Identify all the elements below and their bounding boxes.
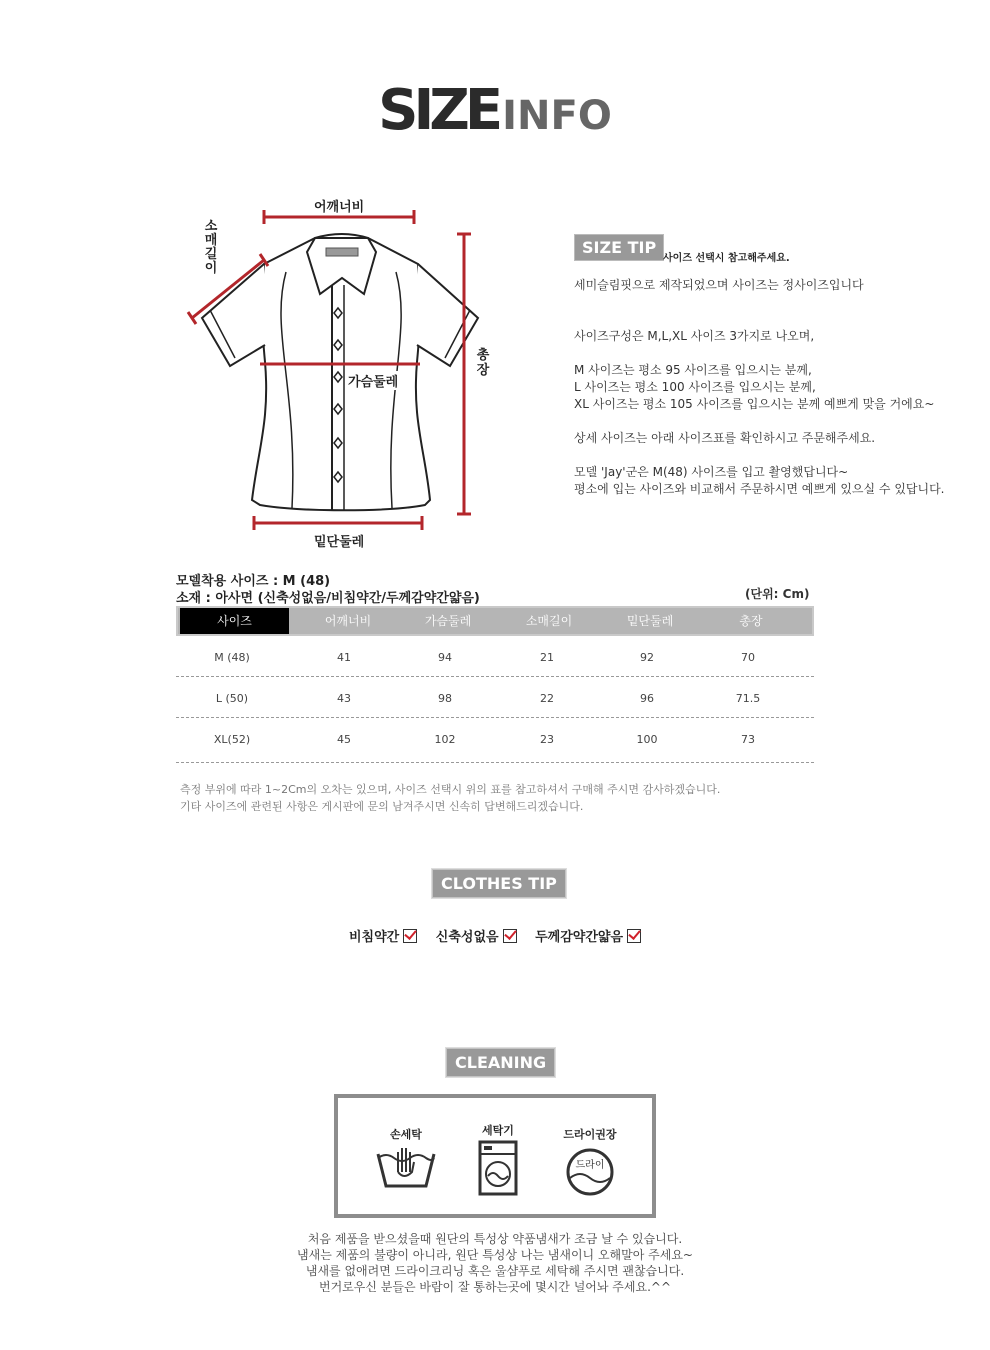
attr-thickness: 두께감약간얇음 (535, 926, 641, 945)
size-cell: XL(52) (213, 733, 251, 746)
value-cell: 94 (438, 651, 452, 664)
header-cell: 소매길이 (525, 614, 573, 628)
attr-see-through: 비침약간 (349, 926, 417, 945)
value-cell: 71.5 (735, 692, 761, 705)
table-header (176, 606, 814, 636)
header-cell: 사이즈 (180, 608, 289, 634)
value-cell: 70 (741, 651, 755, 664)
clothes-tip-badge: CLOTHES TIP (432, 869, 566, 898)
size-tip-hint: 사이즈 선택시 참고해주세요. (663, 253, 790, 264)
shirt-illustration (180, 190, 510, 560)
title-info: INFO (502, 93, 612, 139)
washing-machine-icon (466, 1138, 530, 1200)
size-note-2: 기타 사이즈에 관련된 사항은 게시판에 문의 남겨주시면 신속히 답변해드리겠습니다. (180, 800, 584, 813)
size-cell: L (50) (215, 692, 249, 705)
header-cell: 총장 (739, 614, 763, 628)
chest-label: 가슴둘레 (348, 371, 398, 390)
sleeve-label: 소 매 길 이 (204, 219, 218, 276)
cleaning-note-4: 번거로우신 분들은 바람이 잘 통하는곳에 몇시간 널어놔 주세요.^^ (318, 1280, 672, 1294)
size-tip-line-7: 모델 'Jay'군은 M(48) 사이즈를 입고 촬영했답니다~ (574, 465, 849, 479)
table-row (176, 718, 814, 763)
size-note-1: 측정 부위에 따라 1~2Cm의 오차는 있으며, 사이즈 선택시 위의 표를 참고하셔서 구매해 주시면 감사하겠습니다. (180, 783, 721, 796)
size-tip-line-3: M 사이즈는 평소 95 사이즈를 입으시는 분께, (574, 363, 812, 377)
hand-wash (374, 1126, 438, 1197)
value-cell: 102 (434, 733, 456, 746)
hem-label: 밑단둘레 (314, 535, 365, 550)
header-cell: 밑단둘레 (626, 614, 674, 628)
size-tip-line-2: 사이즈구성은 M,L,XL 사이즈 3가지로 나오며, (574, 329, 815, 343)
title-size: SIZE (378, 78, 499, 143)
header-cell: 가슴둘레 (424, 614, 472, 628)
value-cell: 92 (640, 651, 654, 664)
value-cell: 45 (337, 733, 351, 746)
value-cell: 23 (540, 733, 554, 746)
check-icon (403, 929, 417, 943)
page-title (0, 78, 990, 143)
size-tip-line-6: 상세 사이즈는 아래 사이즈표를 확인하시고 주문해주세요. (574, 431, 876, 445)
value-cell: 100 (636, 733, 658, 746)
shirt-diagram (180, 190, 510, 560)
clothes-attributes (0, 926, 990, 945)
check-icon (503, 929, 517, 943)
table-row (176, 677, 814, 718)
size-cell: M (48) (214, 651, 250, 664)
dry-clean-icon (552, 1142, 628, 1198)
hand-wash-label: 손세탁 (390, 1128, 422, 1141)
value-cell: 41 (337, 651, 351, 664)
table-row (176, 636, 814, 677)
unit: (단위: Cm) (745, 587, 810, 601)
value-cell: 43 (337, 692, 351, 705)
machine-wash (466, 1122, 530, 1203)
size-tip-badge: SIZE TIP (574, 234, 664, 261)
header-cell: 어깨너비 (324, 614, 372, 628)
cleaning-badge: CLEANING (446, 1048, 555, 1077)
hand-wash-icon (374, 1142, 438, 1194)
shoulder-label: 어깨너비 (314, 200, 365, 215)
size-tip-line-4: L 사이즈는 평소 100 사이즈를 입으시는 분께, (574, 380, 816, 394)
value-cell: 22 (540, 692, 554, 705)
cleaning-note-2: 냄새는 제품의 불량이 아니라, 원단 특성상 나는 냄새이니 오해말아 주세요~ (297, 1248, 693, 1262)
model-size: 모델착용 사이즈 : M (48) (176, 574, 331, 589)
length-label: 총 장 (476, 348, 490, 378)
size-tip-line-1: 세미슬림핏으로 제작되었으며 사이즈는 정사이즈입니다 (574, 278, 864, 292)
size-table (176, 606, 814, 763)
check-icon (627, 929, 641, 943)
cleaning-note-3: 냄새를 없애려면 드라이크리닝 혹은 울샴푸로 세탁해 주시면 괜찮습니다. (305, 1264, 685, 1278)
dry-clean (552, 1126, 628, 1198)
dry-clean-label: 드라이권장 (563, 1128, 617, 1141)
value-cell: 21 (540, 651, 554, 664)
value-cell: 98 (438, 692, 452, 705)
dry-clean-inner-text: 드라이 (575, 1160, 605, 1171)
cleaning-note-1: 처음 제품을 받으셨을때 원단의 특성상 약품냄새가 조금 날 수 있습니다. (307, 1232, 683, 1246)
attr-stretch: 신축성없음 (436, 926, 517, 945)
cleaning-box (334, 1094, 656, 1218)
value-cell: 73 (741, 733, 755, 746)
value-cell: 96 (640, 692, 654, 705)
machine-wash-label: 세탁기 (482, 1124, 514, 1137)
material: 소재 : 아사면 (신축성없음/비침약간/두께감약간얇음) (176, 591, 480, 606)
size-tip-line-5: XL 사이즈는 평소 105 사이즈를 입으시는 분께 예쁘게 맞을 거에요~ (574, 397, 935, 411)
size-tip-line-8: 평소에 입는 사이즈와 비교해서 주문하시면 예쁘게 있으실 수 있답니다. (574, 482, 945, 496)
